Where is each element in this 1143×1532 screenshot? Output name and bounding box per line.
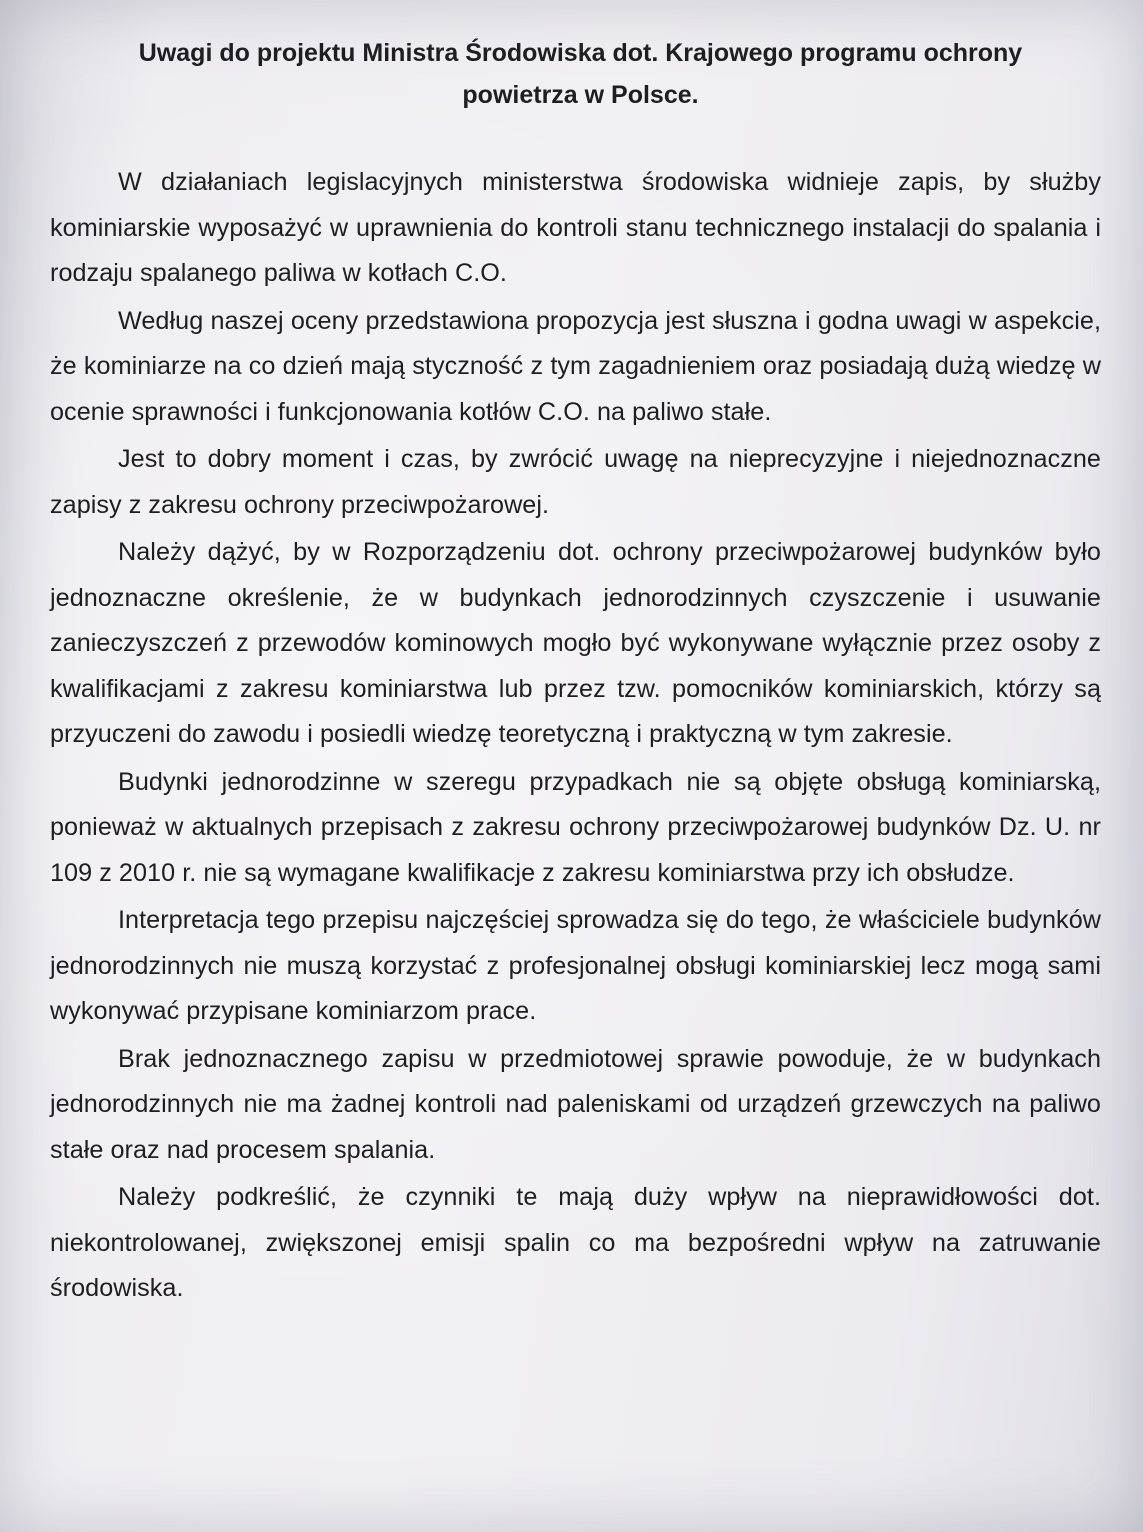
paragraph-5: Budynki jednorodzinne w szeregu przypadkach nie są objęte obsługą kominiarską, ponieważ w aktualnych przepisach z zakresu ochrony przeciwpożarowej budynków Dz. U. nr 109 z 2010 r. nie są wymagane kwalifikacje z zakresu kominiarstwa przy ich obsłudze. [50, 767, 1101, 887]
paragraph-4: Należy dążyć, by w Rozporządzeniu dot. ochrony przeciwpożarowej budynków było jednoznaczne określenie, że w budynkach jednorodzinnych czyszczenie i usuwanie zanieczyszczeń z przewodów kominowych mogło być wykonywane wyłącznie przez osoby z kwalifikacjami z zakresu kominiarstwa lub przez tzw. pomocników kominiarskich, którzy są przyuczeni do zawodu i posiedli wiedzę teoretyczną i praktyczną w tym zakresie. [50, 538, 1101, 748]
paragraph-3: Jest to dobry moment i czas, by zwrócić uwagę na nieprecyzyjne i niejednoznaczne zapisy z zakresu ochrony przeciwpożarowej. [50, 445, 1101, 519]
document-title-line-2: powietrza w Polsce. [462, 81, 699, 109]
paragraph-2: Według naszej oceny przedstawiona propozycja jest słuszna i godna uwagi w aspekcie, że kominiarze na co dzień mają styczność z tym zagadnieniem oraz posiadają dużą wiedzę w ocenie sprawności i funkcjonowania kotłów C.O. na paliwo stałe. [50, 306, 1101, 426]
paragraph-1: W działaniach legislacyjnych ministerstwa środowiska widnieje zapis, by służby kominiarskie wyposażyć w uprawnienia do kontroli stanu technicznego instalacji do spalania i rodzaju spalanego paliwa w kotłach C.O. [50, 168, 1101, 287]
paragraph-8: Należy podkreślić, że czynniki te mają duży wpływ na nieprawidłowości dot. niekontrolowanej, zwiększonej emisji spalin co ma bezpośredni wpływ na zatruwanie środowiska. [50, 1183, 1101, 1302]
paragraph-7: Brak jednoznacznego zapisu w przedmiotowej sprawie powoduje, że w budynkach jednorodzinnych nie ma żadnej kontroli nad paleniskami od urządzeń grzewczych na paliwo stałe oraz nad procesem spalania. [50, 1044, 1101, 1164]
document-title [50, 32, 1101, 116]
document-title-line-1: Uwagi do projektu Ministra Środowiska dot. Krajowego programu ochrony [138, 39, 1023, 67]
paragraph-6: Interpretacja tego przepisu najczęściej sprowadza się do tego, że właściciele budynków jednorodzinnych nie muszą korzystać z profesjonalnej obsługi kominiarskiej lecz mogą sami wykonywać przypisane kominiarzom prace. [50, 906, 1101, 1025]
